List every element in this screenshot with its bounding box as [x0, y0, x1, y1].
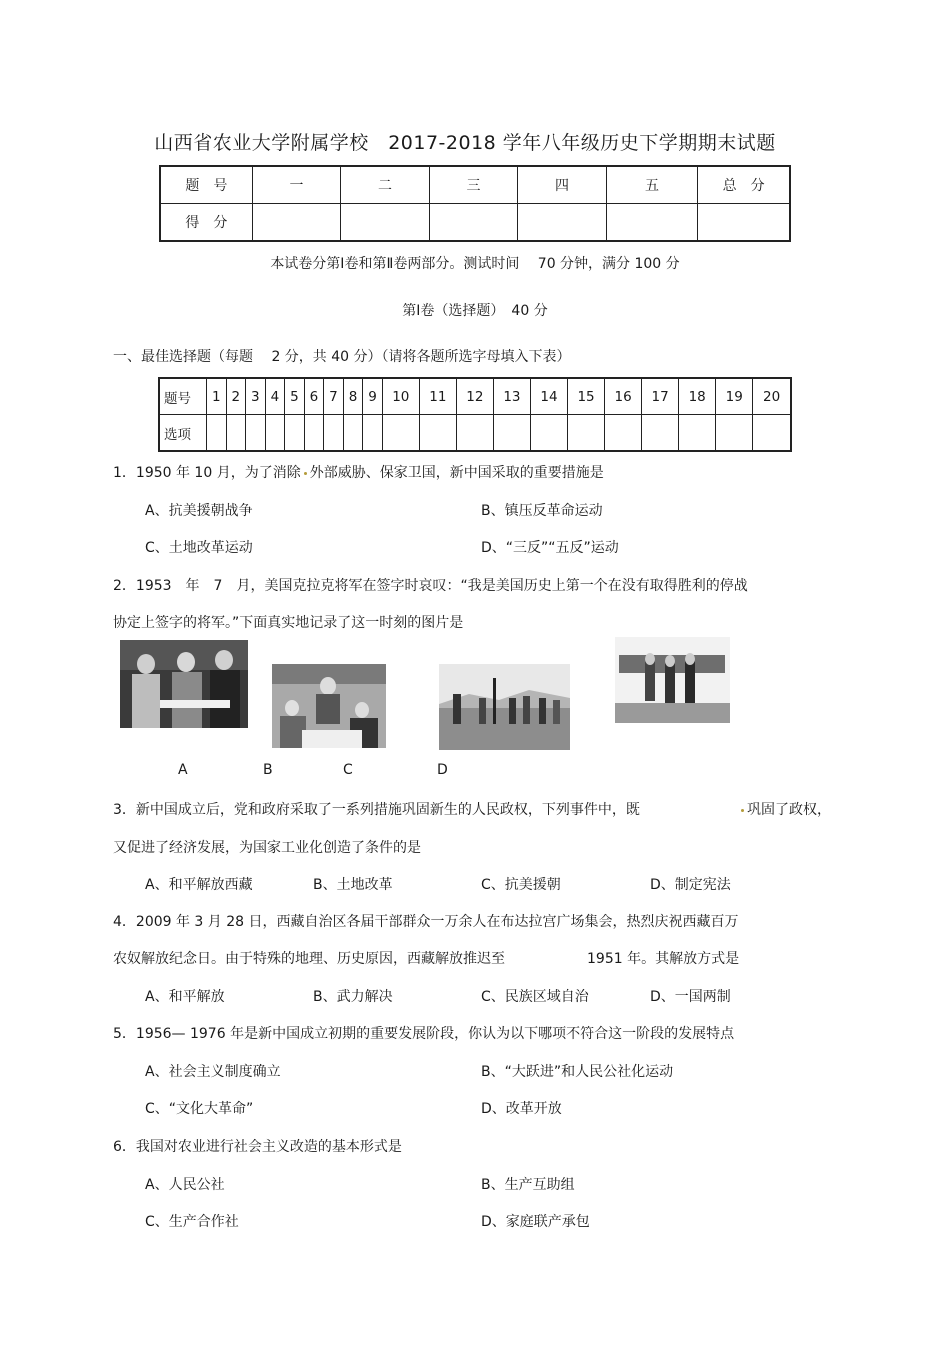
answer-number: 16	[605, 378, 642, 415]
photo-option-a[interactable]	[120, 640, 248, 728]
answer-choice-cell[interactable]	[679, 415, 716, 452]
page-title: 山西省农业大学附属学校 2017-2018 学年八年级历史下学期期末试题	[154, 132, 776, 154]
answer-number: 11	[419, 378, 456, 415]
question-6-option-d[interactable]: D、家庭联产承包	[481, 1214, 590, 1230]
answer-choice-cell[interactable]	[530, 415, 567, 452]
answer-choice-cell[interactable]	[642, 415, 679, 452]
question-3-option-a[interactable]: A、和平解放西藏	[145, 877, 253, 893]
answer-number: 19	[716, 378, 753, 415]
photo-option-d[interactable]	[615, 637, 730, 723]
score-input-cell[interactable]	[252, 204, 341, 242]
photo-option-c[interactable]	[439, 664, 570, 750]
question-1-stem	[113, 462, 604, 482]
answer-number: 13	[493, 378, 530, 415]
score-cell: 三	[429, 166, 518, 204]
photo-option-b[interactable]	[272, 664, 386, 748]
answer-number: 18	[679, 378, 716, 415]
question-4-stem-line2-a: 农奴解放纪念日。由于特殊的地理、历史原因，西藏解放推迟至	[113, 951, 505, 967]
answer-choice-cell[interactable]	[285, 415, 305, 452]
exam-info: 本试卷分第Ⅰ卷和第Ⅱ卷两部分。测试时间 70 分钟，满分 100 分	[270, 256, 680, 272]
score-input-cell[interactable]	[698, 204, 790, 242]
question-3-option-b[interactable]: B、土地改革	[313, 877, 393, 893]
score-input-cell[interactable]	[429, 204, 518, 242]
question-5-option-a[interactable]: A、社会主义制度确立	[145, 1064, 281, 1080]
question-3-stem-line1-b-text: 巩固了政权，	[747, 802, 831, 818]
answer-number: 10	[382, 378, 419, 415]
answer-number: 17	[642, 378, 679, 415]
answer-table	[158, 377, 792, 452]
question-4-stem-line1: 4．2009 年 3 月 28 日，西藏自治区各届干部群众一万余人在布达拉宫广场集会，热烈庆祝西藏百万	[113, 914, 739, 930]
question-6-stem: 6．我国对农业进行社会主义改造的基本形式是	[113, 1139, 402, 1155]
score-cell: 一	[252, 166, 341, 204]
answer-number: 4	[265, 378, 285, 415]
answer-number: 14	[530, 378, 567, 415]
answer-choice-cell[interactable]	[493, 415, 530, 452]
answer-choice-cell[interactable]	[343, 415, 363, 452]
answer-choice-cell[interactable]	[382, 415, 419, 452]
photo-b-image	[272, 664, 386, 748]
section-heading: 一、最佳选择题（每题 2 分，共 40 分）（请将各题所选字母填入下表）	[113, 349, 571, 365]
answer-choice-cell[interactable]	[753, 415, 791, 452]
answer-number: 20	[753, 378, 791, 415]
answer-choice-cell[interactable]	[246, 415, 266, 452]
answer-choice-cell[interactable]	[304, 415, 324, 452]
score-cell: 二	[341, 166, 430, 204]
question-1-option-b[interactable]: B、镇压反革命运动	[481, 503, 603, 519]
score-label-cell: 得 分	[160, 204, 252, 242]
photo-label-b: B	[263, 762, 273, 778]
answer-number: 12	[456, 378, 493, 415]
answer-number: 3	[246, 378, 266, 415]
answer-choice-cell[interactable]	[265, 415, 285, 452]
question-2-stem-line1: 2．1953 年 7 月，美国克拉克将军在签字时哀叹：“我是美国历史上第一个在没有取得胜利的停战	[113, 578, 748, 594]
question-3-stem-line1-b	[738, 799, 831, 819]
score-input-cell[interactable]	[341, 204, 430, 242]
question-4-option-b[interactable]: B、武力解决	[313, 989, 393, 1005]
question-1-stem-part-b: 外部威胁、保家卫国，新中国采取的重要措施是	[309, 465, 604, 481]
question-3-stem-line1-a: 3．新中国成立后，党和政府采取了一系列措施巩固新生的人民政权，下列事件中，既	[113, 802, 640, 818]
question-6-option-c[interactable]: C、生产合作社	[145, 1214, 239, 1230]
question-1-option-d[interactable]: D、“三反”“五反”运动	[481, 540, 619, 556]
answer-choice-row	[159, 415, 791, 452]
photo-c-image	[439, 664, 570, 750]
score-input-cell[interactable]	[606, 204, 697, 242]
photo-label-a: A	[178, 762, 188, 778]
answer-number: 7	[324, 378, 344, 415]
part-heading: 第Ⅰ卷（选择题） 40 分	[402, 303, 548, 319]
score-cell: 总 分	[698, 166, 790, 204]
answer-number: 9	[363, 378, 383, 415]
question-3-stem-line2: 又促进了经济发展，为国家工业化创造了条件的是	[113, 840, 421, 856]
answer-number-row	[159, 378, 791, 415]
question-3-option-d[interactable]: D、制定宪法	[650, 877, 731, 893]
photo-d-image	[615, 637, 730, 723]
answer-row-label: 题号	[159, 378, 207, 415]
question-1-stem-part-a: 1．1950 年 10 月，为了消除	[113, 465, 301, 481]
score-header-row	[160, 166, 790, 204]
answer-choice-cell[interactable]	[456, 415, 493, 452]
answer-choice-cell[interactable]	[226, 415, 246, 452]
score-value-row	[160, 204, 790, 242]
question-5-option-b[interactable]: B、“大跃进”和人民公社化运动	[481, 1064, 674, 1080]
answer-choice-cell[interactable]	[207, 415, 227, 452]
answer-number: 6	[304, 378, 324, 415]
photo-a-image	[120, 640, 248, 728]
answer-number: 1	[207, 378, 227, 415]
question-4-stem-line2-b: 1951 年。其解放方式是	[587, 951, 740, 967]
answer-choice-cell[interactable]	[716, 415, 753, 452]
question-1-option-a[interactable]: A、抗美援朝战争	[145, 503, 253, 519]
mark-dot-icon	[304, 472, 307, 475]
question-5-option-c[interactable]: C、“文化大革命”	[145, 1101, 254, 1117]
photo-label-c: C	[343, 762, 353, 778]
score-cell: 五	[606, 166, 697, 204]
question-3-option-c[interactable]: C、抗美援朝	[481, 877, 561, 893]
question-4-option-a[interactable]: A、和平解放	[145, 989, 225, 1005]
question-4-option-d[interactable]: D、一国两制	[650, 989, 731, 1005]
answer-choice-cell[interactable]	[419, 415, 456, 452]
score-table	[159, 165, 791, 242]
answer-number: 2	[226, 378, 246, 415]
question-2-stem-line2: 协定上签字的将军。”下面真实地记录了这一时刻的图片是	[113, 615, 464, 631]
answer-choice-cell[interactable]	[605, 415, 642, 452]
question-5-option-d[interactable]: D、改革开放	[481, 1101, 562, 1117]
score-cell: 题 号	[160, 166, 252, 204]
answer-choice-cell[interactable]	[363, 415, 383, 452]
question-5-stem: 5．1956— 1976 年是新中国成立初期的重要发展阶段，你认为以下哪项不符合这一阶段的发展特点	[113, 1026, 735, 1042]
question-4-option-c[interactable]: C、民族区域自治	[481, 989, 589, 1005]
answer-choice-label: 选项	[159, 415, 207, 452]
question-6-option-b[interactable]: B、生产互助组	[481, 1177, 575, 1193]
answer-choice-cell[interactable]	[568, 415, 605, 452]
answer-number: 5	[285, 378, 305, 415]
answer-number: 15	[568, 378, 605, 415]
mark-dot-icon	[741, 809, 744, 812]
question-1-option-c[interactable]: C、土地改革运动	[145, 540, 253, 556]
answer-number: 8	[343, 378, 363, 415]
score-cell: 四	[518, 166, 607, 204]
answer-choice-cell[interactable]	[324, 415, 344, 452]
question-6-option-a[interactable]: A、人民公社	[145, 1177, 225, 1193]
score-input-cell[interactable]	[518, 204, 607, 242]
photo-label-d: D	[437, 762, 448, 778]
